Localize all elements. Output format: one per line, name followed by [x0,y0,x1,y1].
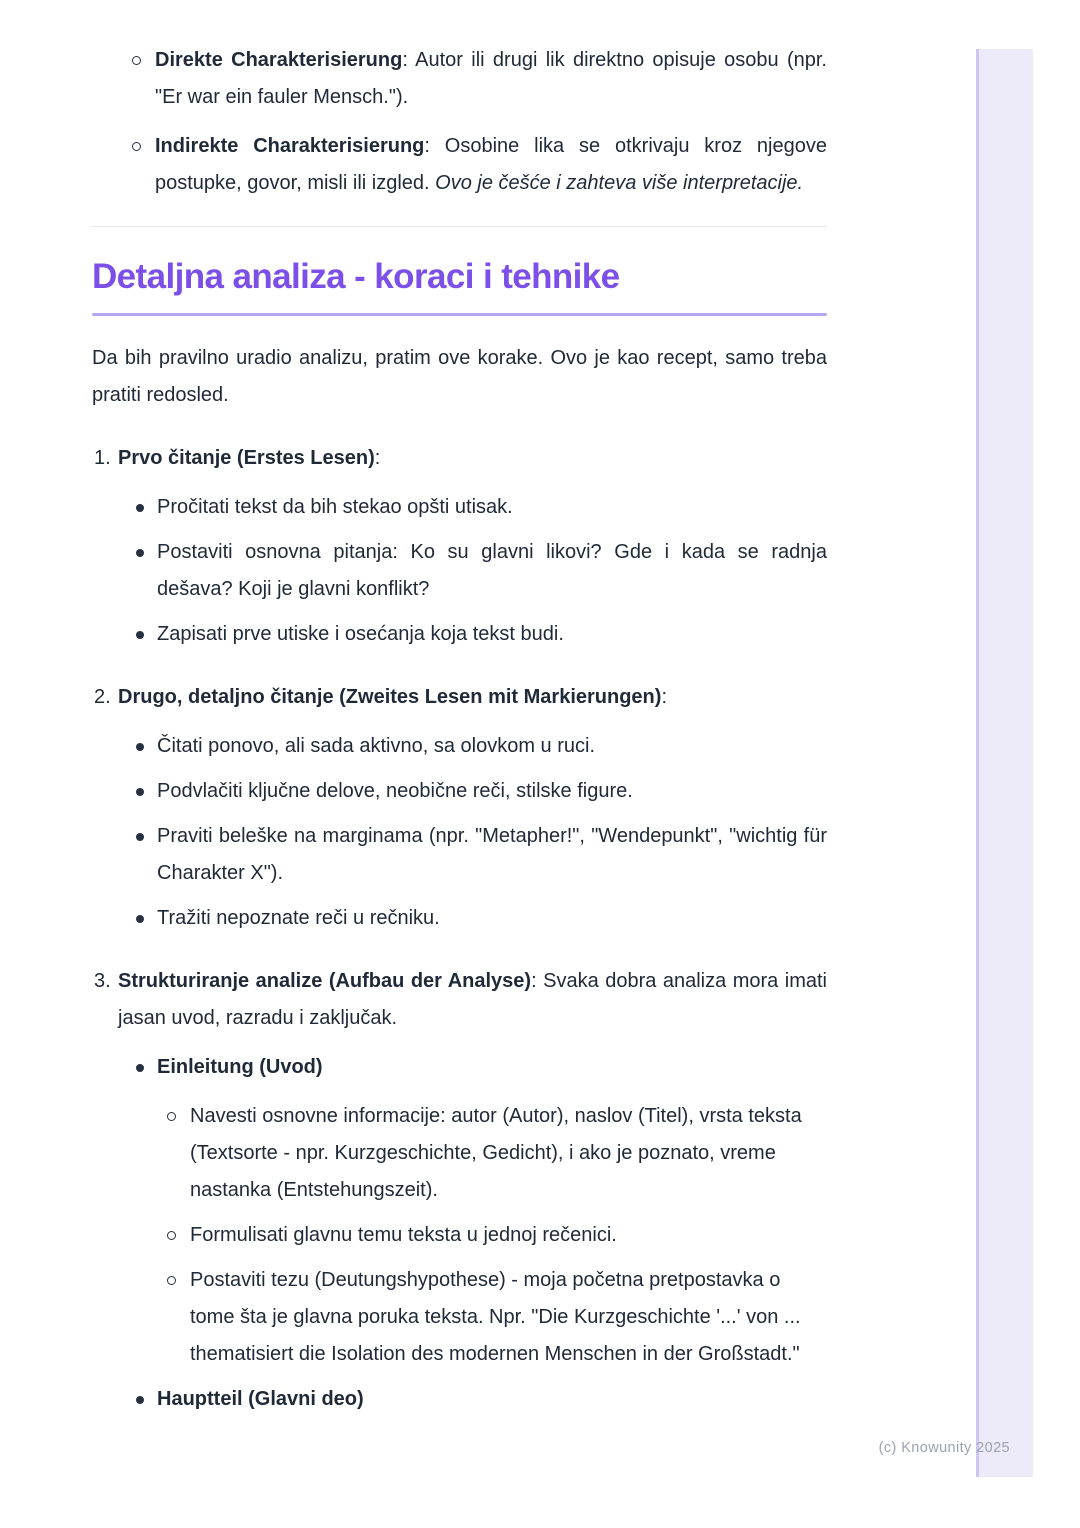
sub-bullet-text: Postaviti tezu (Deutungshypothese) - moja početna pretpostavka o tome šta je glavna poruka teksta. Npr. "Die Kurzgeschichte '...' von ... thematisiert die Isolation des modernen Menschen in der Großstadt." [190,1269,801,1365]
steps-container [92,440,827,1418]
document-content [92,42,827,1426]
step-item [92,440,827,653]
bullet-disc-marker [136,631,144,639]
bullet-circle-marker [132,142,141,151]
bullet-disc-marker [136,549,144,557]
subsection-title: Einleitung (Uvod) [157,1056,323,1078]
step-bullet-text: Postaviti osnovna pitanja: Ko su glavni likovi? Gde i kada se radnja dešava? Koji je glavni konflikt? [157,541,827,600]
step-bullet-text: Praviti beleške na marginama (npr. "Metapher!", "Wendepunkt", "wichtig für Charakter X"). [157,825,827,884]
step-bullet-text: Zapisati prve utiske i osećanja koja tekst budi. [157,623,564,645]
step-bullet-text: Podvlačiti ključne delove, neobične reči, stilske figure. [157,780,633,802]
intro-bullet-list [92,42,827,202]
sub-bullet-text: Navesti osnovne informacije: autor (Autor), naslov (Titel), vrsta teksta (Textsorte - npr. Kurzgeschichte, Gedicht), i ako je poznato, vreme nastanka (Entstehungszeit). [190,1105,802,1201]
step-bullet-list [118,728,827,937]
sub-bullet-list [157,1098,827,1373]
intro-bullet-item [155,128,827,202]
section-lead: Da bih pravilno uradio analizu, pratim ove korake. Ovo je kao recept, samo treba pratiti redosled. [92,347,827,406]
step-title-suffix: : Svaka dobra analiza mora imati jasan uvod, razradu i zaključak. [118,970,828,1029]
step-bullet-item [157,534,827,608]
section-title: Detaljna analiza - koraci i tehnike [92,257,620,296]
step-item [92,679,827,937]
subsection-list [118,1049,827,1418]
intro-bullet-text: : Osobine lika se otkrivaju kroz njegove postupke, govor, misli ili izgled. [155,135,827,194]
step-item [92,963,827,1418]
step-title: Prvo čitanje (Erstes Lesen) [118,447,375,469]
step-bullet-text: Tražiti nepoznate reči u rečniku. [157,907,440,929]
watermark: (c) Knowunity 2025 [878,1440,1010,1456]
intro-bullet-text: : Autor ili drugi lik direktno opisuje osobu (npr. "Er war ein fauler Mensch."). [155,49,827,108]
step-title-suffix: : [661,686,667,708]
bullet-circle-marker [167,1112,176,1121]
step-bullet-text: Pročitati tekst da bih stekao opšti utisak. [157,496,513,518]
step-number: 2. [94,686,111,708]
bullet-circle-marker [167,1276,176,1285]
step-bullet-list [118,489,827,653]
sub-bullet-text: Formulisati glavnu temu teksta u jednoj rečenici. [190,1224,617,1246]
subsection-item [157,1381,827,1418]
step-heading [118,440,827,477]
subsection-title: Hauptteil (Glavni deo) [157,1388,364,1410]
sub-bullet-item [190,1098,827,1209]
sub-bullet-item [190,1217,827,1254]
bullet-disc-marker [136,788,144,796]
step-bullet-item [157,616,827,653]
sub-bullet-item [190,1262,827,1373]
step-heading [118,679,827,716]
step-bullet-item [157,900,827,937]
step-number: 3. [94,970,111,992]
intro-bullet-italic: Ovo je češće i zahteva više interpretacije. [435,172,804,194]
intro-bullet-item [155,42,827,116]
step-bullet-item [157,489,827,526]
section-title-underline [92,313,827,316]
section-divider [92,226,827,227]
intro-bullet-bold: Direkte Charakterisierung [155,49,403,71]
bullet-disc-marker [136,1396,144,1404]
step-heading [118,963,827,1037]
step-bullet-item [157,728,827,765]
step-bullet-text: Čitati ponovo, ali sada aktivno, sa olovkom u ruci. [157,735,595,757]
step-title: Strukturiranje analize (Aufbau der Analyse) [118,970,532,992]
bullet-circle-marker [167,1231,176,1240]
subsection-item [157,1049,827,1373]
bullet-disc-marker [136,743,144,751]
step-bullet-item [157,818,827,892]
bullet-disc-marker [136,833,144,841]
intro-bullet-bold: Indirekte Charakterisierung [155,135,425,157]
step-number: 1. [94,447,111,469]
step-title: Drugo, detaljno čitanje (Zweites Lesen mit Markierungen) [118,686,662,708]
page-margin-strip [976,49,1033,1477]
bullet-disc-marker [136,504,144,512]
step-bullet-item [157,773,827,810]
step-title-suffix: : [374,447,381,469]
bullet-disc-marker [136,1064,144,1072]
bullet-disc-marker [136,915,144,923]
bullet-circle-marker [132,56,141,65]
